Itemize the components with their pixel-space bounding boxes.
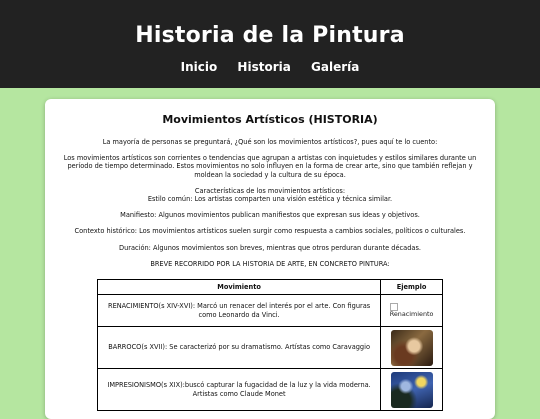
common-style-text: Estilo común: Los artistas comparten una visión estética y técnica similar. <box>147 195 393 204</box>
movements-table <box>97 279 443 411</box>
example-cell <box>381 369 443 411</box>
impressionism-painting-image <box>391 372 433 408</box>
summary-heading: BREVE RECORRIDO POR LA HISTORIA DE ARTE, EN CONCRETO PINTURA: <box>150 259 390 268</box>
column-header-example: Ejemplo <box>381 280 443 295</box>
site-header <box>0 0 540 88</box>
main-nav <box>0 60 540 74</box>
broken-image-renacimiento <box>390 303 434 319</box>
site-title: Historia de la Pintura <box>135 23 405 48</box>
intro-question: La mayoría de personas se preguntará, ¿Qué son los movimientos artísticos?, pues aquí te lo cuento: <box>102 138 438 146</box>
characteristics-heading: Características de los movimientos artísticos: <box>194 186 346 195</box>
baroque-painting-image <box>391 330 433 366</box>
historical-context-text: Contexto histórico: Los movimientos artísticos suelen surgir como respuesta a cambios sociales, políticos o culturales. <box>74 227 466 236</box>
table-header-row <box>98 280 443 295</box>
table-row <box>98 369 443 411</box>
nav-link-inicio[interactable]: Inicio <box>180 60 218 74</box>
page-title: Movimientos Artísticos (HISTORIA) <box>162 113 378 126</box>
nav-link-historia[interactable]: Historia <box>237 60 291 74</box>
manifesto-text: Manifiesto: Algunos movimientos publican manifiestos que expresan sus ideas y objetivos. <box>120 211 420 220</box>
table-row <box>98 327 443 369</box>
column-header-movement: Movimiento <box>98 280 381 295</box>
movement-cell: IMPRESIONISMO(s XIX):buscó capturar la fugacidad de la luz y la vida moderna. Artistas como Claude Monet <box>98 369 381 411</box>
definition-paragraph: Los movimientos artísticos son corrientes o tendencias que agrupan a artistas con inquietudes y estilos similares durante un período de tiempo determinado. Estos movimientos no solo influyen en la forma de crear arte, sino que también reflejan y moldean la sociedad y la cultura de su época. <box>63 154 477 179</box>
nav-link-galeria[interactable]: Galería <box>311 60 360 74</box>
content-card <box>45 99 495 419</box>
example-cell <box>381 327 443 369</box>
movement-cell: BARROCO(s XVII): Se caracterizó por su dramatismo. Artístas como Caravaggio <box>98 327 381 369</box>
movement-cell: RENACIMIENTO(s XIV-XVI): Marcó un renacer del interés por el arte. Con figuras como Leonardo da Vinci. <box>98 295 381 327</box>
duration-text: Duración: Algunos movimientos son breves, mientras que otros perduran durante décadas. <box>119 243 421 252</box>
example-cell <box>381 295 443 327</box>
table-row <box>98 295 443 327</box>
image-alt-text: Renacimiento <box>389 309 434 318</box>
